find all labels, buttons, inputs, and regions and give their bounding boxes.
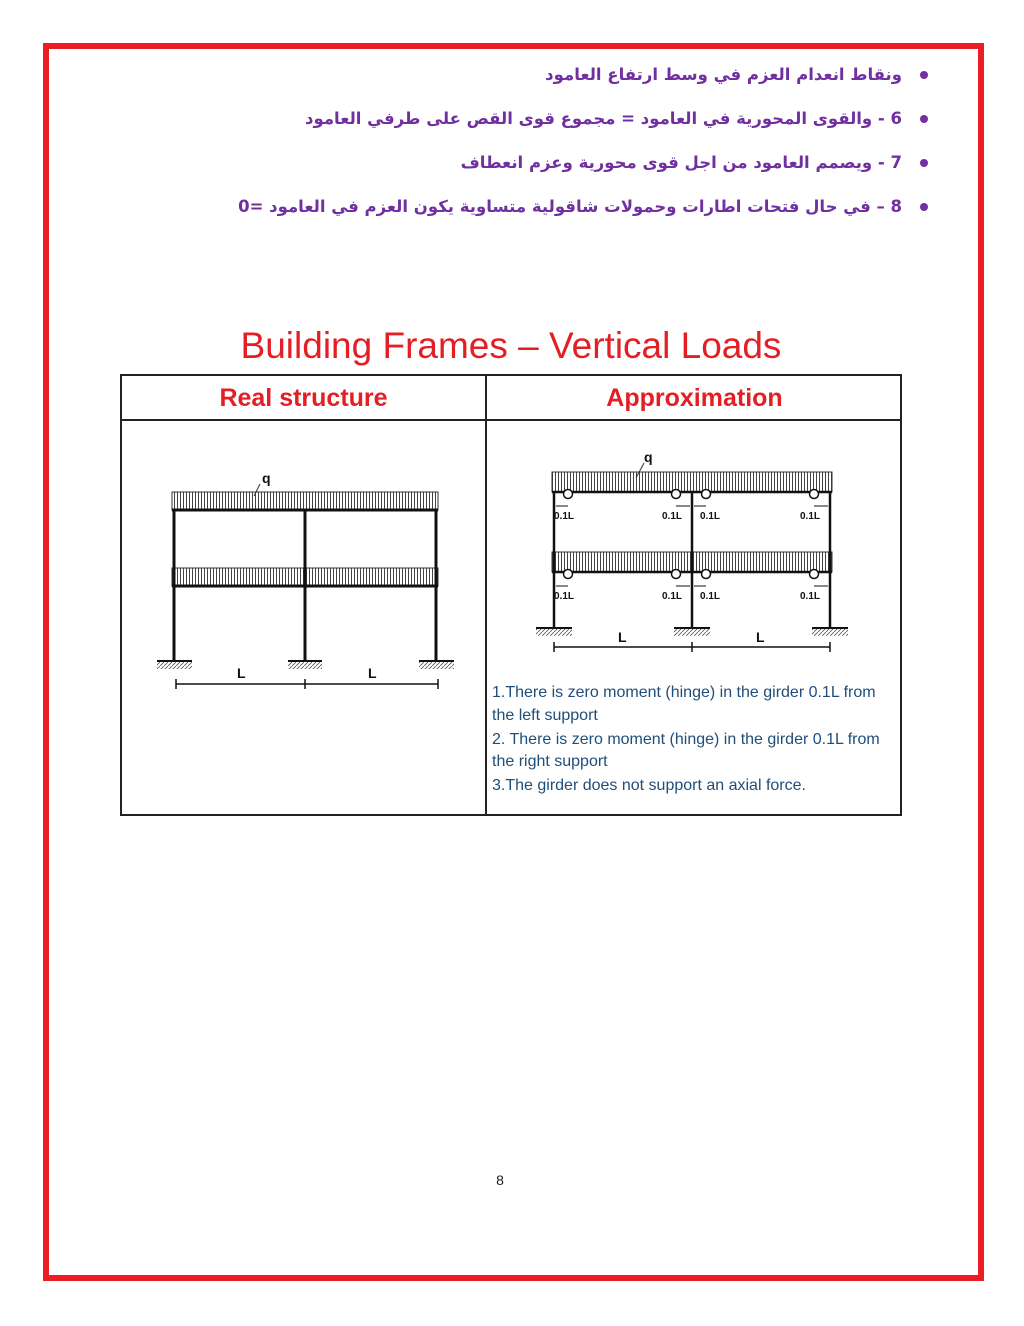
hinge-label: 0.1L bbox=[662, 511, 683, 522]
fixed-support-icon bbox=[288, 661, 322, 669]
bullet-dot-icon bbox=[920, 159, 928, 167]
span-label: L bbox=[368, 665, 377, 681]
hinge-icon bbox=[672, 570, 681, 579]
slide-title: Building Frames – Vertical Loads bbox=[240, 325, 782, 366]
frames-comparison-table bbox=[120, 374, 902, 816]
hinge-icon bbox=[564, 490, 573, 499]
fixed-support-icon bbox=[157, 661, 192, 669]
bullet-item: ونقاط انعدام العزم في وسط ارتفاع العامود bbox=[208, 58, 928, 102]
upper-load-band bbox=[552, 472, 832, 492]
real-structure-header: Real structure bbox=[219, 384, 388, 412]
arabic-bullet-list bbox=[208, 58, 928, 234]
hinge-label: 0.1L bbox=[554, 591, 575, 602]
bullet-dot-icon bbox=[920, 71, 928, 79]
header-divider bbox=[122, 419, 900, 421]
load-label: q bbox=[262, 470, 271, 486]
hinge-icon bbox=[702, 490, 711, 499]
load-label: q bbox=[644, 449, 653, 465]
span-label: L bbox=[756, 629, 765, 645]
fixed-support-icon bbox=[674, 628, 710, 636]
real-frame-diagram bbox=[152, 466, 462, 696]
bullet-dot-icon bbox=[920, 203, 928, 211]
hinge-icon bbox=[810, 570, 819, 579]
hinge-icon bbox=[672, 490, 681, 499]
bullet-dot-icon bbox=[920, 115, 928, 123]
hinge-label: 0.1L bbox=[800, 511, 821, 522]
bullet-item: 7 - ويصمم العامود من اجل قوى محورية وعزم انعطاف bbox=[208, 146, 928, 190]
fixed-support-icon bbox=[419, 661, 454, 669]
page-number: 8 bbox=[496, 1172, 504, 1188]
bullet-item: 6 - والقوى المحورية في العامود = مجموع قوى القص على طرفي العامود bbox=[208, 102, 928, 146]
note-item: 2. There is zero moment (hinge) in the girder 0.1L from the right support bbox=[492, 730, 880, 770]
fixed-support-icon bbox=[536, 628, 572, 636]
hinge-label: 0.1L bbox=[700, 511, 721, 522]
hinge-label: 0.1L bbox=[800, 591, 821, 602]
approximation-header: Approximation bbox=[606, 384, 783, 412]
fixed-support-icon bbox=[812, 628, 848, 636]
hinge-icon bbox=[702, 570, 711, 579]
note-item: 3.The girder does not support an axial force. bbox=[492, 777, 806, 794]
hinge-icon bbox=[810, 490, 819, 499]
span-label: L bbox=[618, 629, 627, 645]
approximation-notes bbox=[492, 682, 902, 799]
bullet-item: 8 – في حال فتحات اطارات وحمولات شاقولية متساوية يكون العزم في العامود =0 bbox=[208, 190, 928, 234]
column-divider bbox=[485, 376, 487, 814]
hinge-label: 0.1L bbox=[554, 511, 575, 522]
hinge-icon bbox=[564, 570, 573, 579]
note-item: 1.There is zero moment (hinge) in the girder 0.1L from the left support bbox=[492, 684, 876, 724]
hinge-label: 0.1L bbox=[700, 591, 721, 602]
hinge-label: 0.1L bbox=[662, 591, 683, 602]
upper-load-band bbox=[172, 492, 438, 510]
span-label: L bbox=[237, 665, 246, 681]
approximation-frame-diagram bbox=[530, 448, 885, 668]
